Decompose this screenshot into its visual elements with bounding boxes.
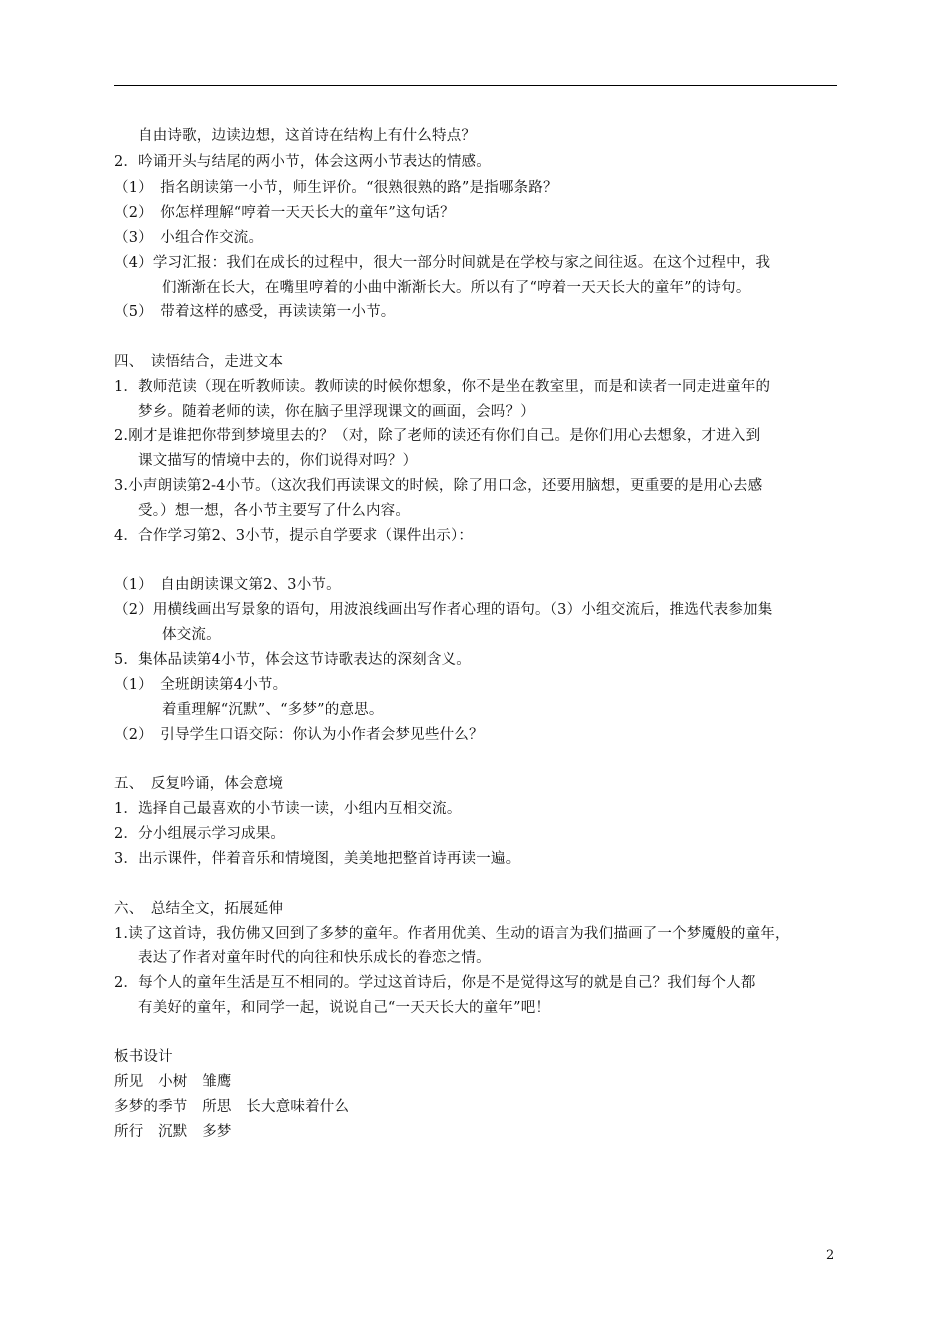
board-line: 所见 小树 雏鹰: [114, 1074, 232, 1090]
header-rule: [114, 85, 837, 86]
text-line: 课文描写的情境中去的，你们说得对吗？）: [138, 453, 418, 469]
section-heading: 六、 总结全文，拓展延伸: [114, 901, 284, 917]
text-line: 2．分小组展示学习成果。: [114, 826, 286, 842]
text-line: （2）用横线画出写景象的语句，用波浪线画出写作者心理的语句。（3）小组交流后，推选代表参加集: [114, 602, 773, 618]
board-design-title: 板书设计: [114, 1049, 173, 1065]
text-line: 表达了作者对童年时代的向往和快乐成长的眷恋之情。: [138, 950, 491, 966]
text-line: （1） 自由朗读课文第2、3小节。: [114, 577, 341, 593]
text-line: 2．吟诵开头与结尾的两小节，体会这两小节表达的情感。: [114, 154, 491, 170]
text-line: 1．教师范读（现在听教师读。教师读的时候你想象，你不是坐在教室里，而是和读者一同走进童年的: [114, 379, 771, 395]
text-line: （1） 全班朗读第4小节。: [114, 677, 288, 693]
text-line: （4）学习汇报：我们在成长的过程中，很大一部分时间就是在学校与家之间往返。在这个过程中，我: [114, 255, 771, 271]
text-line: 着重理解“沉默”、“多梦”的意思。: [162, 702, 384, 718]
text-line: 有美好的童年，和同学一起，说说自己“一天天长大的童年”吧！: [138, 1000, 551, 1016]
text-line: 自由诗歌，边读边想，这首诗在结构上有什么特点？: [138, 128, 477, 144]
text-line: 1．选择自己最喜欢的小节读一读，小组内互相交流。: [114, 801, 462, 817]
text-line: 受。）想一想，各小节主要写了什么内容。: [138, 503, 411, 519]
text-line: 2.刚才是谁把你带到梦境里去的？（对，除了老师的读还有你们自己。是你们用心去想象，才进入到: [114, 428, 761, 444]
text-line: （2） 你怎样理解“哼着一天天长大的童年”这句话？: [114, 205, 455, 221]
text-line: 3.小声朗读第2-4小节。（这次我们再读课文的时候，除了用口念，还要用脑想，更重要的是用心去感: [114, 478, 763, 494]
section-heading: 四、 读悟结合，走进文本: [114, 354, 284, 370]
page-number: 2: [826, 1248, 835, 1263]
text-line: 们渐渐在长大，在嘴里哼着的小曲中渐渐长大。所以有了“哼着一天天长大的童年”的诗句。: [162, 280, 751, 296]
text-line: （2） 引导学生口语交际：你认为小作者会梦见些什么？: [114, 727, 484, 743]
text-line: （3） 小组合作交流。: [114, 230, 264, 246]
text-line: 3．出示课件，伴着音乐和情境图，美美地把整首诗再读一遍。: [114, 851, 521, 867]
text-line: 5．集体品读第4小节，体会这节诗歌表达的深刻含义。: [114, 652, 471, 668]
text-line: 2．每个人的童年生活是互不相同的。学过这首诗后，你是不是觉得这写的就是自己？我们每个人都: [114, 975, 756, 991]
board-line: 多梦的季节 所思 长大意味着什么: [114, 1099, 350, 1115]
text-line: 4．合作学习第2、3小节，提示自学要求（课件出示）：: [114, 528, 474, 544]
text-line: （1） 指名朗读第一小节，师生评价。“很熟很熟的路”是指哪条路？: [114, 180, 558, 196]
text-line: 1.读了这首诗，我仿佛又回到了多梦的童年。作者用优美、生动的语言为我们描画了一个梦魇般的童年，: [114, 926, 790, 942]
text-line: 梦乡。随着老师的读，你在脑子里浮现课文的画面，会吗？）: [138, 404, 535, 420]
board-line: 所行 沉默 多梦: [114, 1124, 232, 1140]
section-heading: 五、 反复吟诵，体会意境: [114, 776, 284, 792]
text-line: 体交流。: [162, 627, 221, 643]
text-line: （5） 带着这样的感受，再读读第一小节。: [114, 304, 396, 320]
